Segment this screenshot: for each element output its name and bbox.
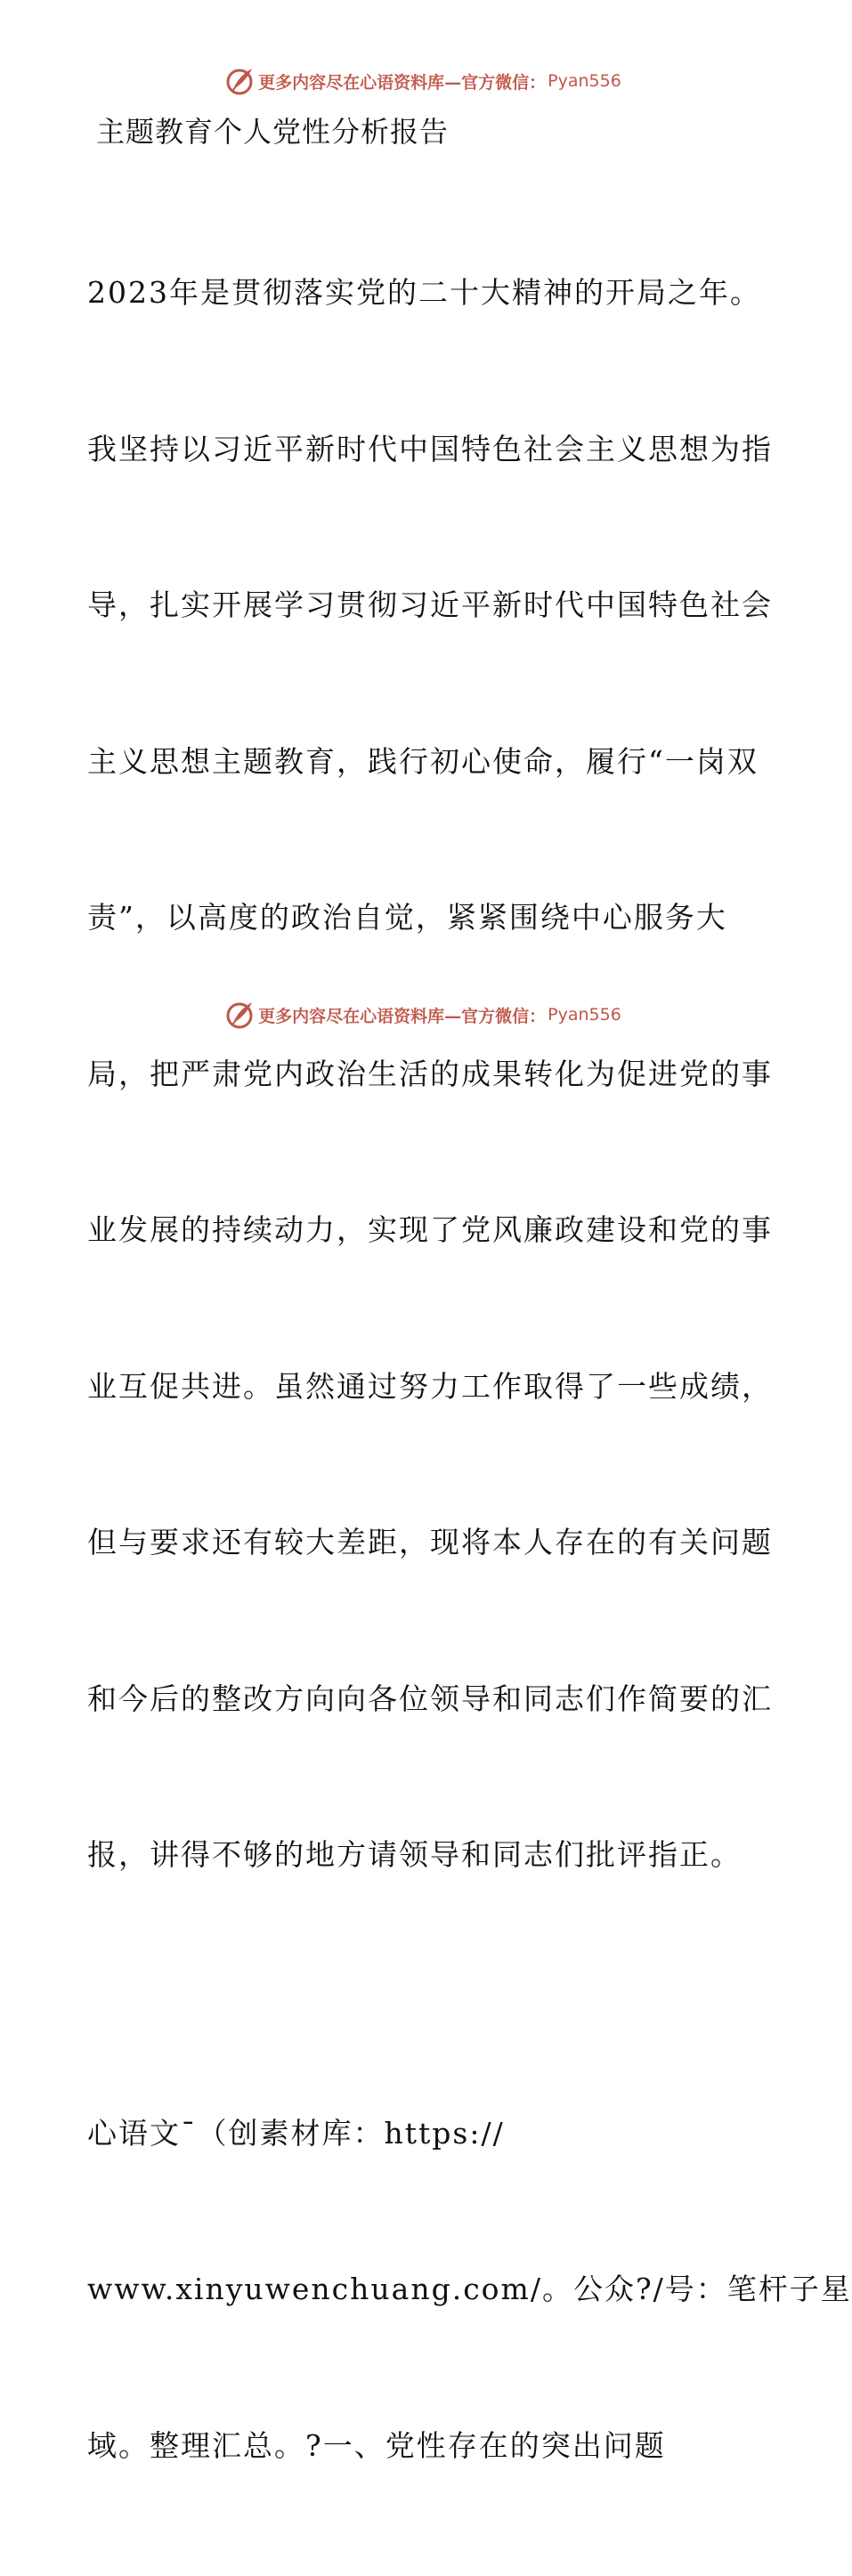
wechat-id: Pyan556 <box>548 71 621 91</box>
text-line: 导，扎实开展学习贯彻习近平新时代中国特色社会 <box>87 579 764 632</box>
text-line: 我坚持以习近平新时代中国特色社会主义思想为指 <box>87 424 764 476</box>
feather-pen-icon <box>224 66 255 96</box>
text-line: 责”，以高度的政治自觉，紧紧围绕中心服务大 <box>87 892 764 944</box>
text-line: 局，把严肃党内政治生活的成果转化为促进党的事 <box>87 1049 764 1101</box>
source-url-line: www.xinyuwenchuang.com/。公众?/号：笔杆子星 <box>87 2264 764 2316</box>
paragraph-1 <box>87 163 764 1986</box>
text-line: 2023年是贯彻落实党的二十大精神的开局之年。 <box>87 267 764 320</box>
paragraph-2 <box>87 2004 764 2576</box>
header-banner <box>0 63 846 99</box>
text-line: 业发展的持续动力，实现了党风廉政建设和党的事 <box>87 1204 764 1257</box>
section-heading-line: 域。整理汇总。?一、党性存在的突出问题 <box>87 2420 764 2473</box>
wechat-id: Pyan556 <box>548 1005 621 1025</box>
text-line: 主义思想主题教育，践行初心使命，履行“一岗双 <box>87 736 764 789</box>
footer-banner <box>0 997 846 1033</box>
banner-text: 更多内容尽在心语资料库—官方微信： <box>258 1003 546 1027</box>
text-line: 和今后的整改方向向各位领导和同志们作简要的汇 <box>87 1673 764 1726</box>
text-line: 但与要求还有较大差距，现将本人存在的有关问题 <box>87 1517 764 1569</box>
document-title: 主题教育个人党性分析报告 <box>96 109 764 154</box>
text-line: 报，讲得不够的地方请领导和同志们批评指正。 <box>87 1829 764 1882</box>
document-body <box>87 109 764 2576</box>
feather-pen-icon <box>224 1000 255 1030</box>
text-line: 业互促共进。虽然通过努力工作取得了一些成绩， <box>87 1361 764 1414</box>
banner-text: 更多内容尽在心语资料库—官方微信： <box>258 69 546 93</box>
text-line: 心语文¯（创素材库：https:// <box>87 2108 764 2160</box>
